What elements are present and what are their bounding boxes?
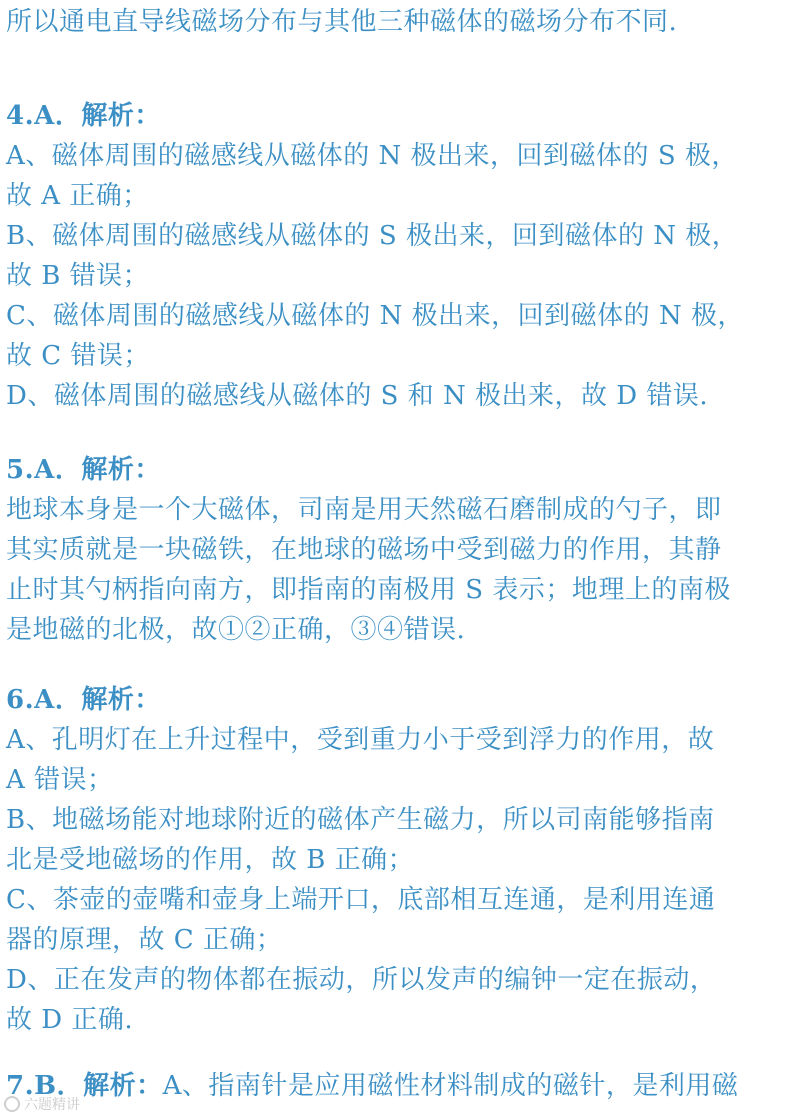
text-line: A、指南针是应用磁性材料制成的磁针，是利用磁 [162,1071,739,1101]
watermark-text: 六题精讲 [24,1097,80,1113]
section-heading-4: 4.A．解析： [6,101,161,131]
section-heading-5: 5.A．解析： [6,455,161,485]
text-line: D、正在发声的物体都在振动，所以发声的编钟一定在振动， [6,965,717,995]
section-7-line [6,1066,738,1106]
text-line: 北是受地磁场的作用，故 B 正确； [6,845,415,875]
text-line: 故 D 正确. [6,1005,134,1035]
text-line: 是地磁的北极，故①②正确，③④错误. [6,615,466,645]
text-line: 止时其勺柄指向南方，即指南的南极用 S 表示；地理上的南极 [6,575,731,605]
text-line: 地球本身是一个大磁体，司南是用天然磁石磨制成的勺子，即 [6,495,722,525]
section-heading-7: 7.B．解析： [6,1071,163,1101]
text-line: A、磁体周围的磁感线从磁体的 N 极出来，回到磁体的 S 极， [6,141,738,171]
text-line: 故 C 错误； [6,341,150,371]
text-line: 其实质就是一块磁铁，在地球的磁场中受到磁力的作用，其静 [6,535,722,565]
section-heading-6: 6.A．解析： [6,685,161,715]
text-line: 所以通电直导线磁场分布与其他三种磁体的磁场分布不同. [6,7,678,37]
text-line: B、磁体周围的磁感线从磁体的 S 极出来，回到磁体的 N 极， [6,221,739,251]
text-line: D、磁体周围的磁感线从磁体的 S 和 N 极出来，故 D 错误. [6,381,709,411]
text-line: B、地磁场能对地球附近的磁体产生磁力，所以司南能够指南 [6,805,715,835]
text-line: A 错误； [6,765,114,795]
watermark-logo-icon [4,1096,20,1112]
text-line: 器的原理，故 C 正确； [6,925,283,955]
text-line: 故 A 正确； [6,181,149,211]
text-line: A、孔明灯在上升过程中，受到重力小于受到浮力的作用，故 [6,725,715,755]
text-line: 故 B 错误； [6,261,150,291]
watermark [4,1094,80,1114]
text-line: C、茶壶的壶嘴和壶身上端开口，底部相互连通，是利用连通 [6,885,716,915]
text-line: C、磁体周围的磁感线从磁体的 N 极出来，回到磁体的 N 极， [6,301,744,331]
